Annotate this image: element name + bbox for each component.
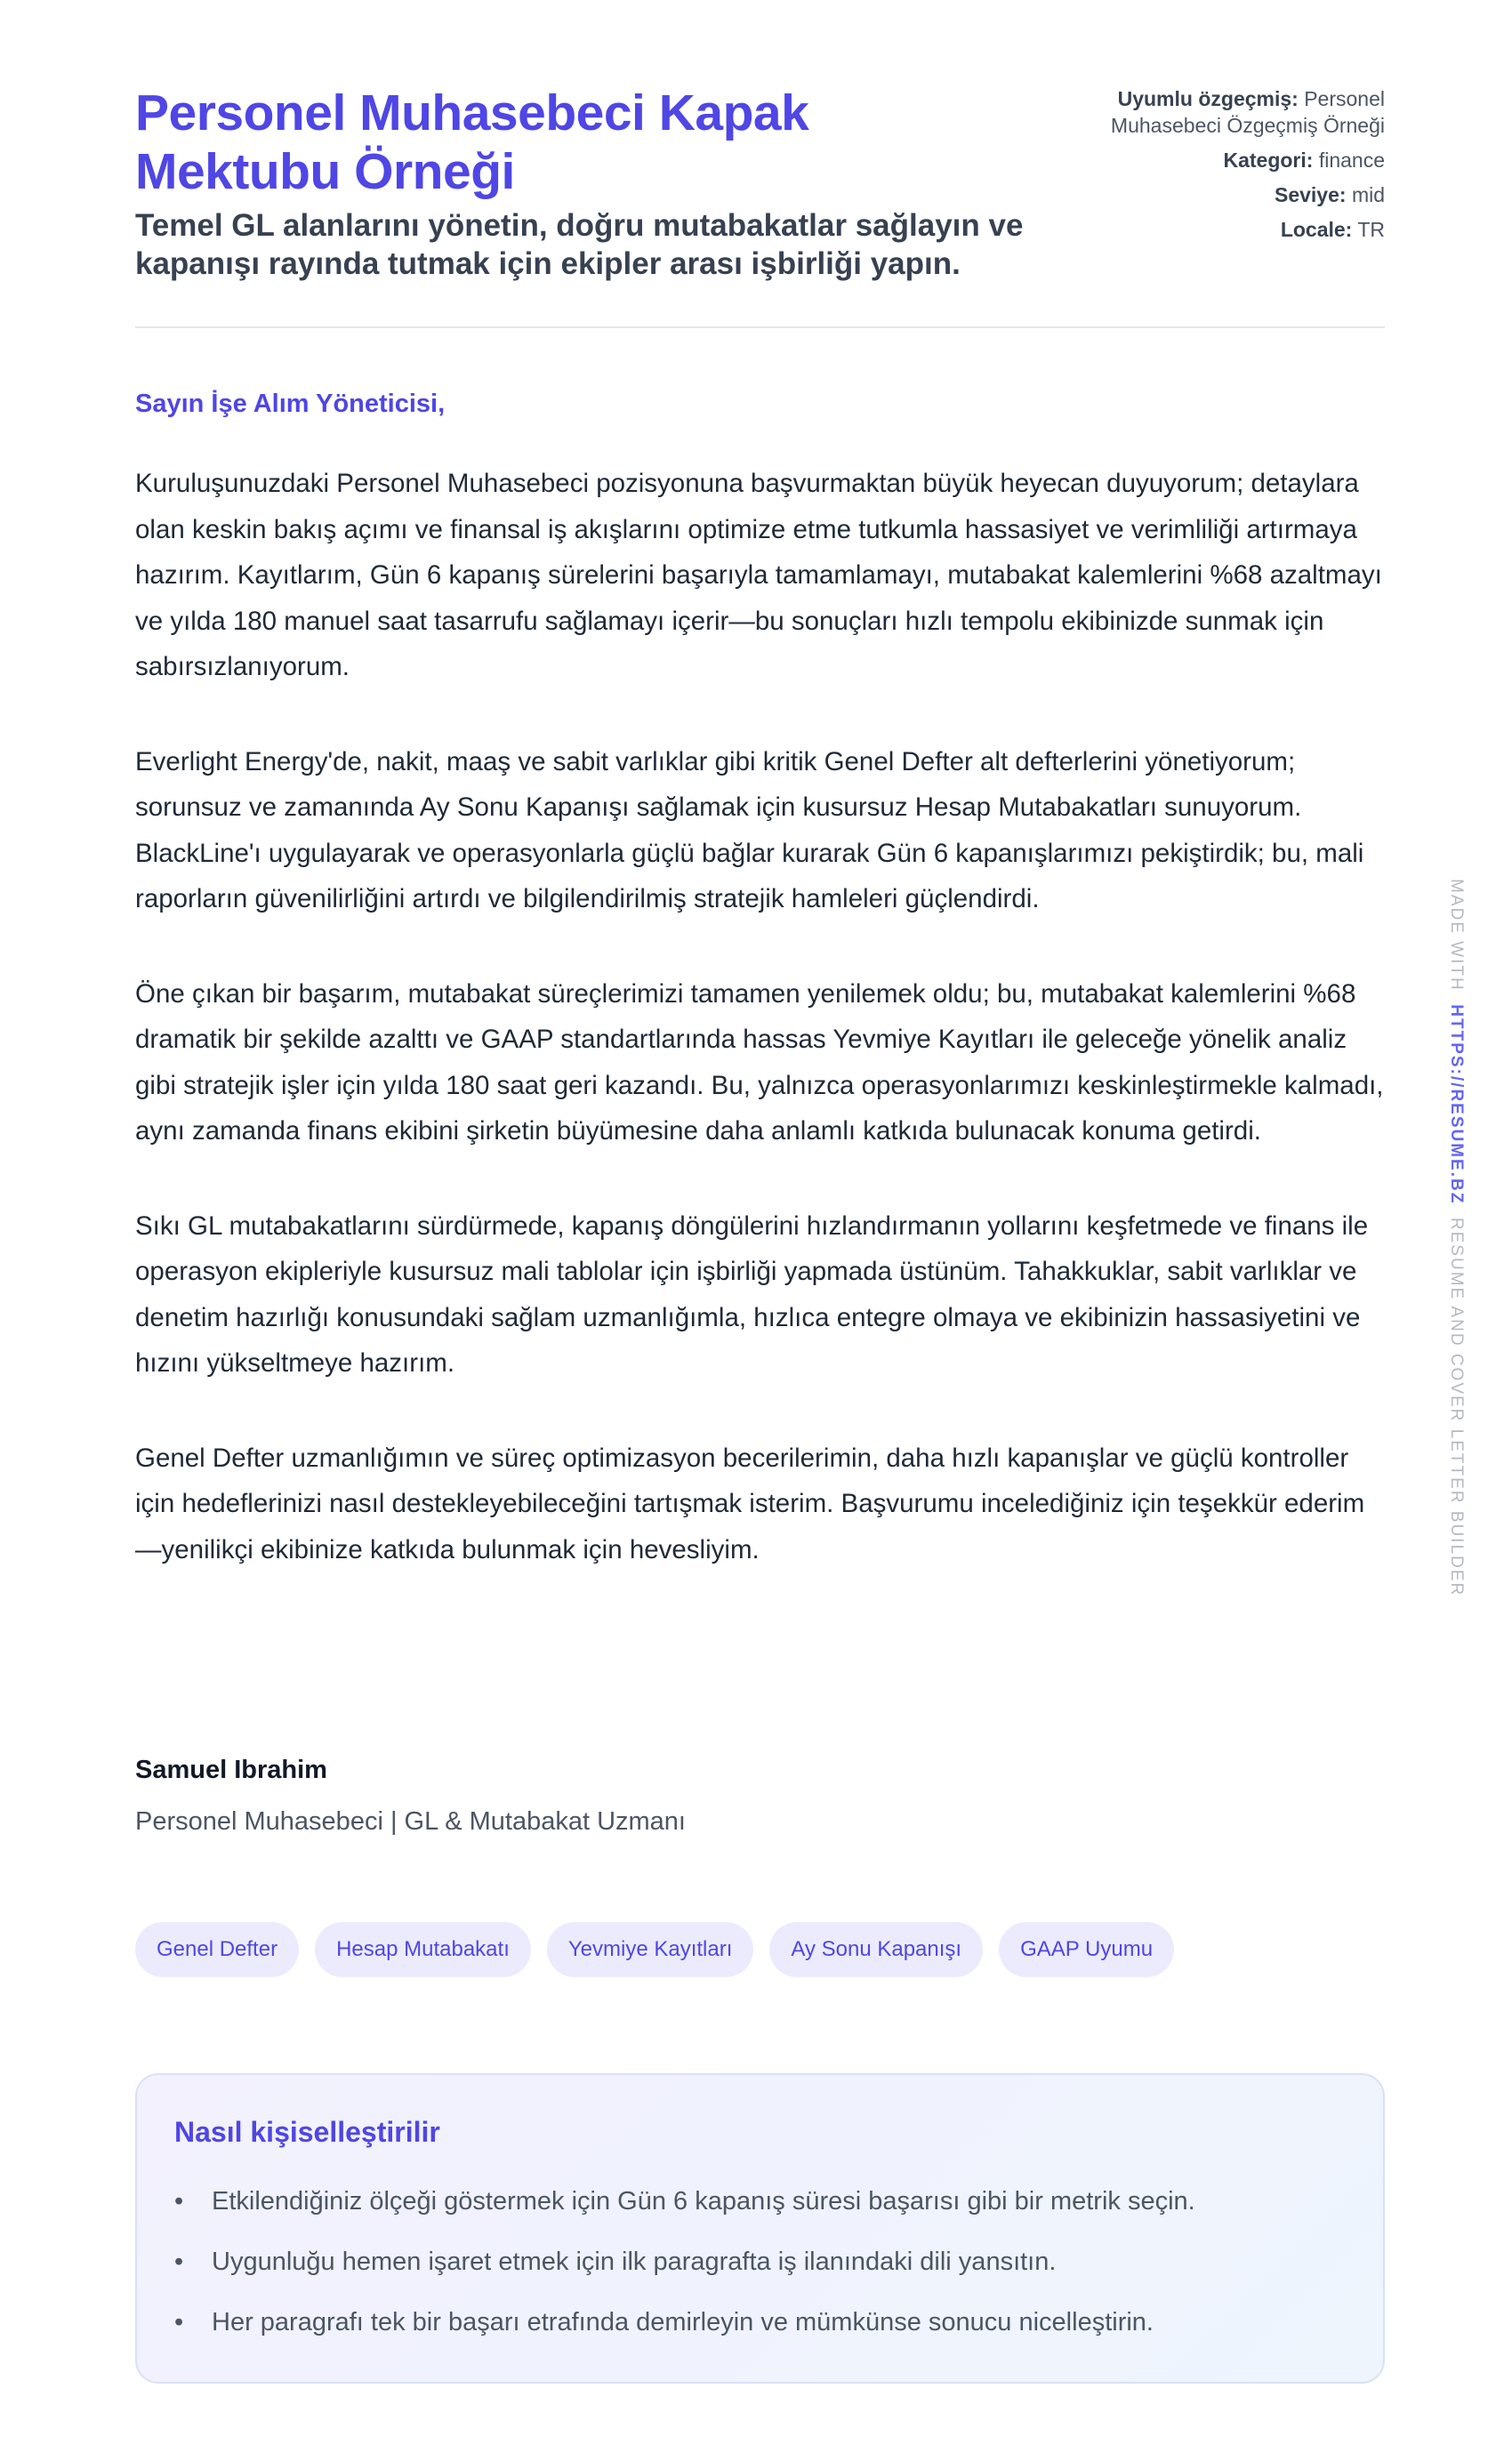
paragraph: Öne çıkan bir başarım, mutabakat süreçlerimizi tamamen yenilemek oldu; bu, mutabakat kalemlerini %68 dramatik bir şekilde azalttı ve GAAP standartlarında hassas Yevmiye Kayıtları ile geleceğe yönelik analiz gibi stratejik işler için yılda 180 saat geri kazandı. Bu, yalnızca operasyonlarımızı keskinleştirmekle kalmadı, aynı zamanda finans ekibini şirketin büyümesine daha anlamlı katkıda bulunacak konuma getirdi. [135,978,1384,1146]
header [135,0,1385,328]
tip-item: • Etkilendiğiniz ölçeği göstermek için Gün 6 kapanış süresi başarısı gibi bir metrik seçin. [174,2171,1195,2232]
cover-letter-page [135,0,1385,2336]
tips-title: Nasıl kişiselleştirilir [174,2116,440,2148]
bullet-icon: • [174,2248,184,2276]
tips-list [174,2171,1195,2352]
meta-info [1082,85,1385,251]
skill-tag: Hesap Mutabakatı [315,1922,531,1977]
signature-name: Samuel Ibrahim [135,1756,327,1784]
bullet-icon: • [174,2187,184,2216]
resume-bz-link[interactable]: HTTPS://RESUME.BZ [1447,1004,1466,1205]
paragraph: Everlight Energy'de, nakit, maaş ve sabit varlıklar gibi kritik Genel Defter alt defterlerini yönetiyorum; sorunsuz ve zamanında Ay Sonu Kapanışı sağlamak için kusursuz Hesap Mutabakatları sunuyorum. BlackLine'ı uygulayarak ve operasyonlarla güçlü bağlar kurarak Gün 6 kapanışlarımızı pekiştirdik; bu, mali raporların güvenilirliğini artırdı ve bilgilendirilmiş stratejik hamleleri güçlendirdi. [135,746,1364,913]
tip-item: • Uygunluğu hemen işaret etmek için ilk paragrafta iş ilanındaki dili yansıtın. [174,2232,1195,2292]
greeting: Sayın İşe Alım Yöneticisi, [135,390,446,418]
bullet-icon: • [174,2308,184,2336]
letter-body [135,461,1385,1621]
skill-tag: Ay Sonu Kapanışı [769,1922,983,1977]
personalization-tips [135,2073,1385,2384]
meta-compatible-resume: Uyumlu özgeçmiş: Personel Muhasebeci Özgeçmiş Örneği [1110,87,1385,137]
skill-tag: Yevmiye Kayıtları [547,1922,754,1977]
paragraph: Genel Defter uzmanlığımın ve süreç optimizasyon becerilerimin, daha hızlı kapanışlar ve güçlü kontroller için hedeflerinizi nasıl destekleyebileceğini tartışmak isterim. Başvurumu incelediğiniz için teşekkür ederim—yenilikçi ekibinize katkıda bulunmak için hevesliyim. [135,1443,1365,1564]
page-title: Personel Muhasebeci Kapak Mektubu Örneği [135,84,809,200]
signature-title: Personel Muhasebeci | GL & Mutabakat Uzmanı [135,1807,686,1836]
tip-item: • Her paragrafı tek bir başarı etrafında demirleyin ve mümkünse sonucu nicelleştirin. [174,2292,1195,2352]
page-subtitle: Temel GL alanlarını yönetin, doğru mutabakatlar sağlayın ve kapanışı rayında tutmak için ekipler arası işbirliği yapın. [135,208,1024,281]
meta-level: Seviye: mid [1274,183,1385,206]
skill-tag: GAAP Uyumu [999,1922,1174,1977]
skill-tags [135,1922,1174,1977]
meta-locale: Locale: TR [1280,218,1385,241]
meta-category: Kategori: finance [1223,149,1385,172]
skill-tag: Genel Defter [135,1922,299,1977]
paragraph: Sıkı GL mutabakatlarını sürdürmede, kapanış döngülerini hızlandırmanın yollarını keşfetmede ve finans ile operasyon ekipleriyle kusursuz mali tablolar için işbirliği yapmada üstünüm. Tahakkuklar, sabit varlıklar ve denetim hazırlığı konusundaki sağlam uzmanlığımla, hızlıca entegre olmaya ve ekibinizin hassasiyetini ve hızını yükseltmeye hazırım. [135,1210,1369,1378]
paragraph: Kuruluşunuzdaki Personel Muhasebeci pozisyonuna başvurmaktan büyük heyecan duyuyorum; detaylara olan keskin bakış açımı ve finansal iş akışlarını optimize etme tutkumla hassasiyet ve verimliliği artırmaya hazırım. Kayıtlarım, Gün 6 kapanış sürelerini başarıyla tamamlamayı, mutabakat kalemlerini %68 azaltmayı ve yılda 180 manuel saat tasarrufu sağlamayı içerir—bu sonuçları hızlı tempolu ekibinizde sunmak için sabırsızlanıyorum. [135,469,1382,681]
made-with-banner: MADE WITH HTTPS://RESUME.BZ RESUME AND COVER LETTER BUILDER [1447,879,1466,1597]
